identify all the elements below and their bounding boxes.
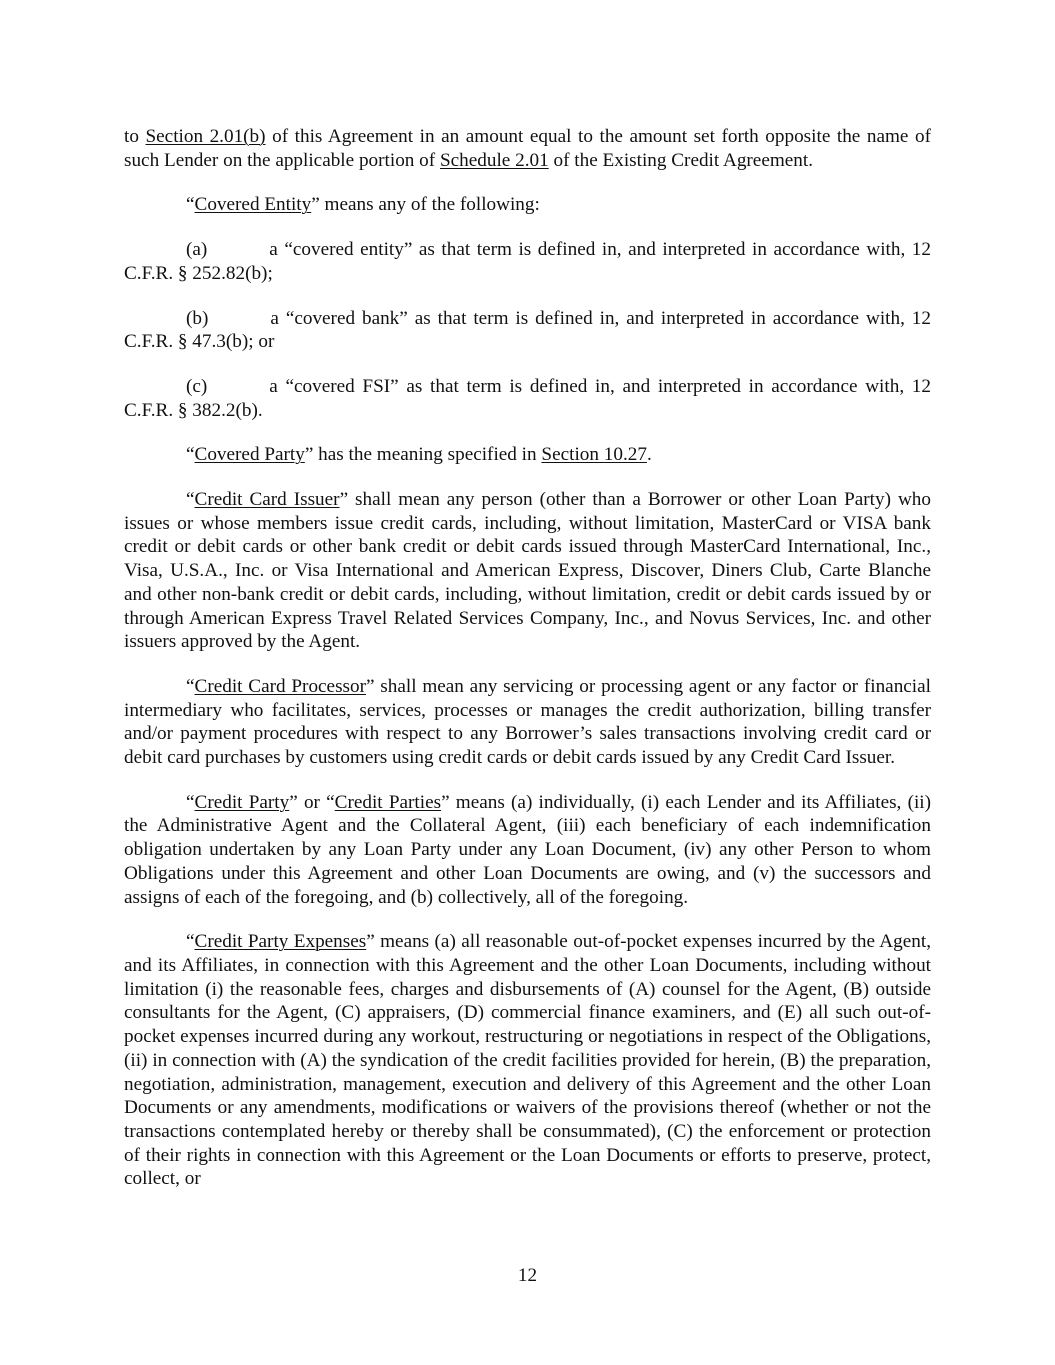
defined-term: Credit Parties [334, 791, 442, 813]
definition-credit-card-issuer: “Credit Card Issuer” shall mean any person (other than a Borrower or other Loan Party) who issues or whose members issue credit cards, including, without limitation, MasterCard or VISA bank credit or debit cards or other bank credit or debit cards issued through MasterCard International, Inc., Visa, U.S.A., Inc. or Visa International and American Express, Discover, Diners Club, Carte Blanche and other non-bank credit or debit cards, including, without limitation, credit or debit cards issued by or through American Express Travel Related Services Company, Inc., and Novus Services, Inc. and other issuers approved by the Agent. [124, 489, 931, 653]
defined-term: Credit Party [194, 791, 290, 813]
defined-term: Credit Party Expenses [194, 931, 367, 953]
document-page [124, 125, 931, 1212]
defined-term: Covered Party [194, 444, 305, 466]
definition-covered-party: “Covered Party” has the meaning specified in Section 10.27. [186, 444, 652, 466]
list-item-label: (c) [186, 375, 208, 397]
list-item-b: (b) a “covered bank” as that term is defined in, and interpreted in accordance with, 12 C.F.R. § 47.3(b); or [124, 307, 931, 353]
schedule-reference: Schedule 2.01 [439, 149, 549, 171]
definition-credit-party-expenses: “Credit Party Expenses” means (a) all reasonable out-of-pocket expenses incurred by the Agent, and its Affiliates, in connection with this Agreement and the other Loan Documents, including without limitation (i) the reasonable fees, charges and disbursements of (A) counsel for the Agent, (B) outside consultants for the Agent, (C) appraisers, (D) commercial finance examiners, and (E) all such out-of-pocket expenses incurred during any workout, restructuring or negotiations in respect of the Obligations, (ii) in connection with (A) the syndication of the credit facilities provided for herein, (B) the preparation, negotiation, administration, management, execution and delivery of this Agreement and the other Loan Documents or any amendments, modifications or waivers of the provisions thereof (whether or not the transactions contemplated hereby or thereby shall be consummated), (C) the enforcement or protection of their rights in connection with this Agreement or the Loan Documents or efforts to preserve, protect, collect, or [124, 931, 931, 1190]
section-reference: Section 2.01(b) [145, 126, 266, 147]
page-number: 12 [517, 1265, 538, 1286]
defined-term: Credit Card Processor [194, 675, 366, 697]
definition-covered-entity: “Covered Entity” means any of the following: [186, 194, 540, 216]
definition-credit-party: “Credit Party” or “Credit Parties” means (a) individually, (i) each Lender and its Affiliates, (ii) the Administrative Agent and the Collateral Agent, (iii) each beneficiary of each indemnification obligation undertaken by any Loan Party under any Loan Document, (iv) any other Person to whom Obligations under this Agreement and other Loan Documents are owing, and (v) the successors and assigns of each of the foregoing, and (b) collectively, all of the foregoing. [124, 791, 932, 908]
section-reference: Section 10.27 [541, 444, 647, 466]
definition-credit-card-processor: “Credit Card Processor” shall mean any servicing or processing agent or any factor or financial intermediary who facilitates, services, processes or manages the credit authorization, billing transfer and/or payment procedures with respect to any Borrower’s sales transactions involving credit card or debit card purchases by customers using credit cards or debit cards issued by any Credit Card Issuer. [124, 675, 931, 769]
continuation-paragraph: to Section 2.01(b) of this Agreement in an amount equal to the amount set forth opposite the name of such Lender on the applicable portion of Schedule 2.01 of the Existing Credit Agreement. [124, 126, 931, 171]
list-item-label: (a) [186, 239, 208, 261]
list-item-label: (b) [186, 307, 209, 329]
list-item-c: (c) a “covered FSI” as that term is defined in, and interpreted in accordance with, 12 C.F.R. § 382.2(b). [124, 375, 931, 421]
defined-term: Credit Card Issuer [194, 489, 340, 511]
list-item-a: (a) a “covered entity” as that term is defined in, and interpreted in accordance with, 12 C.F.R. § 252.82(b); [124, 239, 931, 284]
defined-term: Covered Entity [194, 194, 312, 216]
